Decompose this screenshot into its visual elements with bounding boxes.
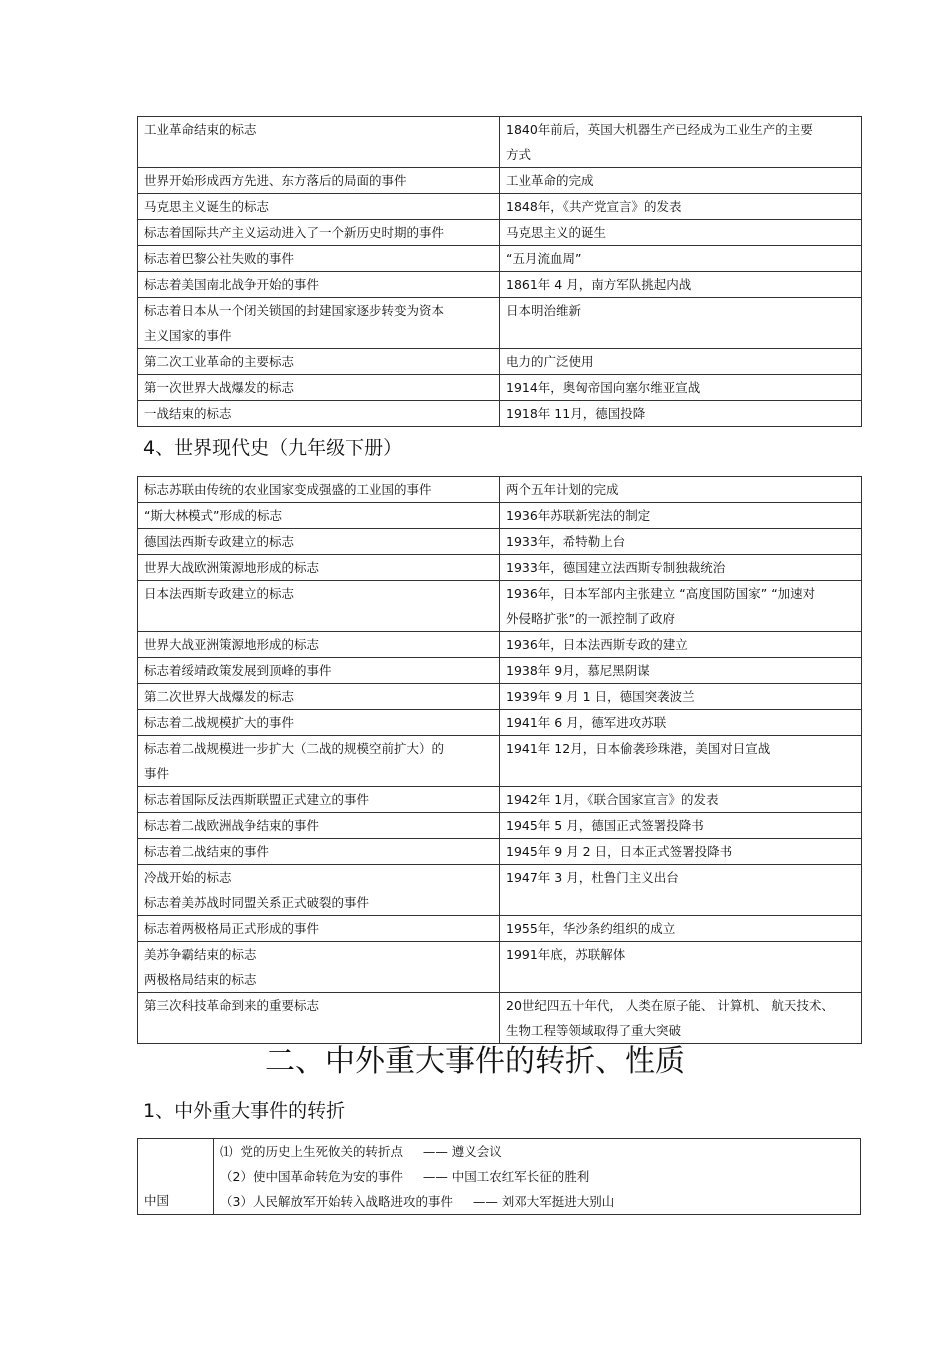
event-description-cell: 标志着巴黎公社失败的事件 — [138, 246, 500, 272]
event-answer-cell: 1938年 9月，慕尼黑阴谋 — [500, 658, 862, 684]
table-row — [138, 736, 862, 787]
event-description-cell: 标志着国际共产主义运动进入了一个新历史时期的事件 — [138, 220, 500, 246]
event-answer-cell: 1861年 4 月，南方军队挑起内战 — [500, 272, 862, 298]
table-row — [138, 710, 862, 736]
event-answer-cell: 工业革命的完成 — [500, 168, 862, 194]
event-description-cell: 日本法西斯专政建立的标志 — [138, 581, 500, 632]
event-description-cell: 世界大战欧洲策源地形成的标志 — [138, 555, 500, 581]
turning-point-item: （3）人民解放军开始转入战略进攻的事件 —— 刘邓大军挺进大别山 — [220, 1194, 615, 1209]
section-title-world-contemporary: 4、世界现代史（九年级下册） — [143, 437, 403, 459]
event-answer-cell: 1933年，德国建立法西斯专制独裁统治 — [500, 555, 862, 581]
event-description-cell: 标志着国际反法西斯联盟正式建立的事件 — [138, 787, 500, 813]
table-row — [138, 787, 862, 813]
table-row — [138, 246, 862, 272]
event-answer-cell: “五月流血周” — [500, 246, 862, 272]
table-row — [138, 942, 862, 993]
items-cell — [214, 1139, 861, 1215]
event-description-cell: 标志着二战欧洲战争结束的事件 — [138, 813, 500, 839]
event-answer-cell: 20世纪四五十年代， 人类在原子能、 计算机、 航天技术、 生物工程等领域取得了重大突破 — [500, 993, 862, 1044]
event-answer-cell: 1955年，华沙条约组织的成立 — [500, 916, 862, 942]
history-table-contemporary-world — [137, 476, 862, 1044]
table-row — [138, 298, 862, 349]
event-answer-cell: 1941年 12月，日本偷袭珍珠港，美国对日宣战 — [500, 736, 862, 787]
event-description-cell: 德国法西斯专政建立的标志 — [138, 529, 500, 555]
event-description-cell: 美苏争霸结束的标志 两极格局结束的标志 — [138, 942, 500, 993]
event-description-cell: 世界大战亚洲策源地形成的标志 — [138, 632, 500, 658]
event-answer-cell: 1945年 9 月 2 日，日本正式签署投降书 — [500, 839, 862, 865]
table-row — [138, 168, 862, 194]
event-answer-cell: 1941年 6 月，德军进攻苏联 — [500, 710, 862, 736]
table-body — [138, 477, 862, 1044]
event-description-cell: 第二次工业革命的主要标志 — [138, 349, 500, 375]
table-row — [138, 349, 862, 375]
table-row — [138, 194, 862, 220]
event-answer-cell: 1947年 3 月，杜鲁门主义出台 — [500, 865, 862, 916]
event-answer-cell: 1848年，《共产党宣言》的发表 — [500, 194, 862, 220]
event-description-cell: 标志着日本从一个闭关锁国的封建国家逐步转变为资本 主义国家的事件 — [138, 298, 500, 349]
table-body — [138, 117, 862, 427]
category-cell: 中国 — [138, 1139, 214, 1215]
history-table-modern-world — [137, 116, 862, 427]
table-row — [138, 581, 862, 632]
event-answer-cell: 1942年 1月，《联合国家宣言》的发表 — [500, 787, 862, 813]
event-answer-cell: 电力的广泛使用 — [500, 349, 862, 375]
event-answer-cell: 日本明治维新 — [500, 298, 862, 349]
event-description-cell: 冷战开始的标志 标志着美苏战时同盟关系正式破裂的事件 — [138, 865, 500, 916]
event-answer-cell: 1991年底，苏联解体 — [500, 942, 862, 993]
event-description-cell: 标志着美国南北战争开始的事件 — [138, 272, 500, 298]
table-row — [138, 375, 862, 401]
table-row — [138, 658, 862, 684]
event-answer-cell: 1936年苏联新宪法的制定 — [500, 503, 862, 529]
table-row — [138, 529, 862, 555]
event-answer-cell: 两个五年计划的完成 — [500, 477, 862, 503]
event-answer-cell: 1945年 5 月，德国正式签署投降书 — [500, 813, 862, 839]
event-answer-cell: 马克思主义的诞生 — [500, 220, 862, 246]
event-answer-cell: 1840年前后，英国大机器生产已经成为工业生产的主要 方式 — [500, 117, 862, 168]
event-description-cell: 世界开始形成西方先进、东方落后的局面的事件 — [138, 168, 500, 194]
table-row — [138, 993, 862, 1044]
event-description-cell: 工业革命结束的标志 — [138, 117, 500, 168]
event-description-cell: 标志着二战规模进一步扩大（二战的规模空前扩大）的 事件 — [138, 736, 500, 787]
subsection-title-turning-points: 1、中外重大事件的转折 — [143, 1100, 346, 1122]
event-description-cell: 马克思主义诞生的标志 — [138, 194, 500, 220]
table-row — [138, 839, 862, 865]
table-row — [138, 684, 862, 710]
event-answer-cell: 1914年，奥匈帝国向塞尔维亚宣战 — [500, 375, 862, 401]
table-row — [138, 632, 862, 658]
event-description-cell: 第二次世界大战爆发的标志 — [138, 684, 500, 710]
event-answer-cell: 1933年，希特勒上台 — [500, 529, 862, 555]
event-description-cell: 标志着两极格局正式形成的事件 — [138, 916, 500, 942]
event-description-cell: 标志着二战规模扩大的事件 — [138, 710, 500, 736]
event-description-cell: 第三次科技革命到来的重要标志 — [138, 993, 500, 1044]
event-description-cell: “斯大林模式”形成的标志 — [138, 503, 500, 529]
event-description-cell: 标志着二战结束的事件 — [138, 839, 500, 865]
table-row — [138, 401, 862, 427]
table-row — [138, 477, 862, 503]
turning-point-item: （2）使中国革命转危为安的事件 —— 中国工农红军长征的胜利 — [220, 1169, 590, 1184]
turning-points-table — [137, 1138, 861, 1215]
table-row — [138, 220, 862, 246]
table-row — [138, 272, 862, 298]
table-row — [138, 1139, 861, 1215]
event-description-cell: 第一次世界大战爆发的标志 — [138, 375, 500, 401]
table-row — [138, 865, 862, 916]
table-row — [138, 555, 862, 581]
event-answer-cell: 1936年，日本军部内主张建立 “高度国防国家” “加速对 外侵略扩张”的一派控制了政府 — [500, 581, 862, 632]
turning-point-item: ⑴ 党的历史上生死攸关的转折点 —— 遵义会议 — [220, 1144, 502, 1159]
event-description-cell: 一战结束的标志 — [138, 401, 500, 427]
event-answer-cell: 1918年 11月，德国投降 — [500, 401, 862, 427]
table-row — [138, 503, 862, 529]
event-answer-cell: 1936年，日本法西斯专政的建立 — [500, 632, 862, 658]
event-description-cell: 标志苏联由传统的农业国家变成强盛的工业国的事件 — [138, 477, 500, 503]
table-row — [138, 916, 862, 942]
part-two-heading: 二、中外重大事件的转折、性质 — [265, 1044, 685, 1079]
event-answer-cell: 1939年 9 月 1 日，德国突袭波兰 — [500, 684, 862, 710]
table-row — [138, 117, 862, 168]
event-description-cell: 标志着绥靖政策发展到顶峰的事件 — [138, 658, 500, 684]
table-row — [138, 813, 862, 839]
